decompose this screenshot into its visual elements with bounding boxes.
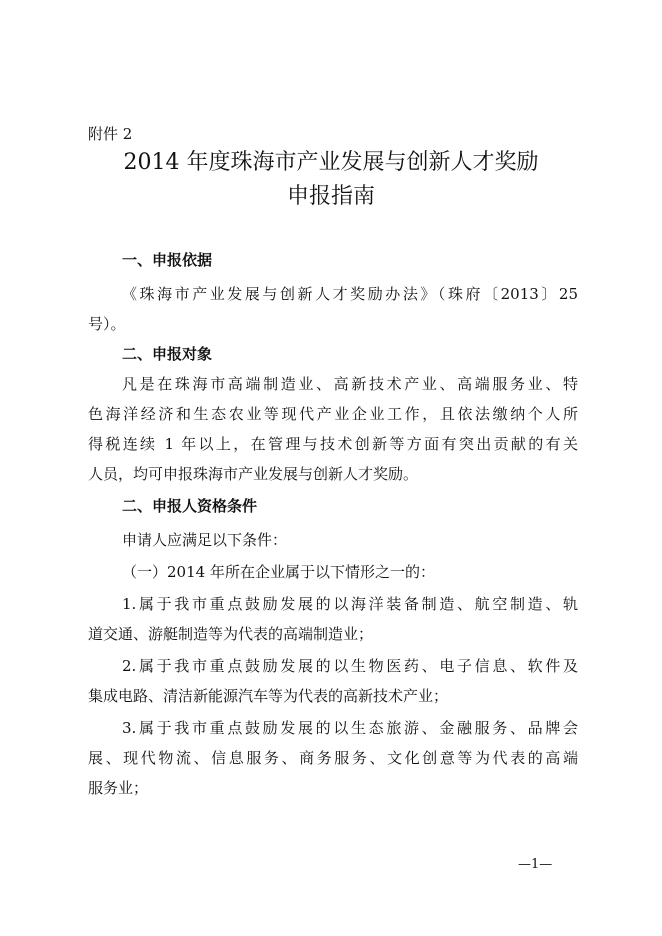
paragraph-line: 得税连续 1 年以上，在管理与技术创新等方面有突出贡献的有关 xyxy=(88,435,578,453)
paragraph-line: 号）。 xyxy=(88,315,126,333)
list-item-line: 集成电路、清洁新能源汽车等为代表的高新技术产业； xyxy=(88,687,449,705)
page-number: —1— xyxy=(518,857,553,872)
section-heading-qualifications: 二、申报人资格条件 xyxy=(122,497,258,515)
list-item-line: 3.属于我市重点鼓励发展的以生态旅游、金融服务、品牌会 xyxy=(122,719,578,737)
document-title-line-2: 申报指南 xyxy=(286,184,375,209)
paragraph-line: 色海洋经济和生态农业等现代产业企业工作，且依法缴纳个人所 xyxy=(88,405,578,423)
section-heading-basis: 一、申报依据 xyxy=(122,251,213,269)
list-item-line: 2.属于我市重点鼓励发展的以生物医药、电子信息、软件及 xyxy=(122,657,578,675)
paragraph-line: 申请人应满足以下条件： xyxy=(122,531,288,549)
list-item-line: 1.属于我市重点鼓励发展的以海洋装备制造、航空制造、轨 xyxy=(122,595,578,613)
paragraph-line: 人员，均可申报珠海市产业发展与创新人才奖励。 xyxy=(88,465,419,483)
list-item-line: 道交通、游艇制造等为代表的高端制造业； xyxy=(88,625,374,643)
attachment-label: 附件 2 xyxy=(88,125,133,143)
paragraph-line: 《珠海市产业发展与创新人才奖励办法》（珠府〔2013〕25 xyxy=(122,285,578,303)
condition-heading: （一）2014 年所在企业属于以下情形之一的： xyxy=(122,563,435,581)
list-item-line: 展、现代物流、信息服务、商务服务、文化创意等为代表的高端 xyxy=(88,749,578,767)
section-heading-target: 二、申报对象 xyxy=(122,345,213,363)
list-item-line: 服务业； xyxy=(88,779,149,797)
paragraph-line: 凡是在珠海市高端制造业、高新技术产业、高端服务业、特 xyxy=(122,375,578,393)
document-title-line-1: 2014 年度珠海市产业发展与创新人才奖励 xyxy=(123,150,539,175)
